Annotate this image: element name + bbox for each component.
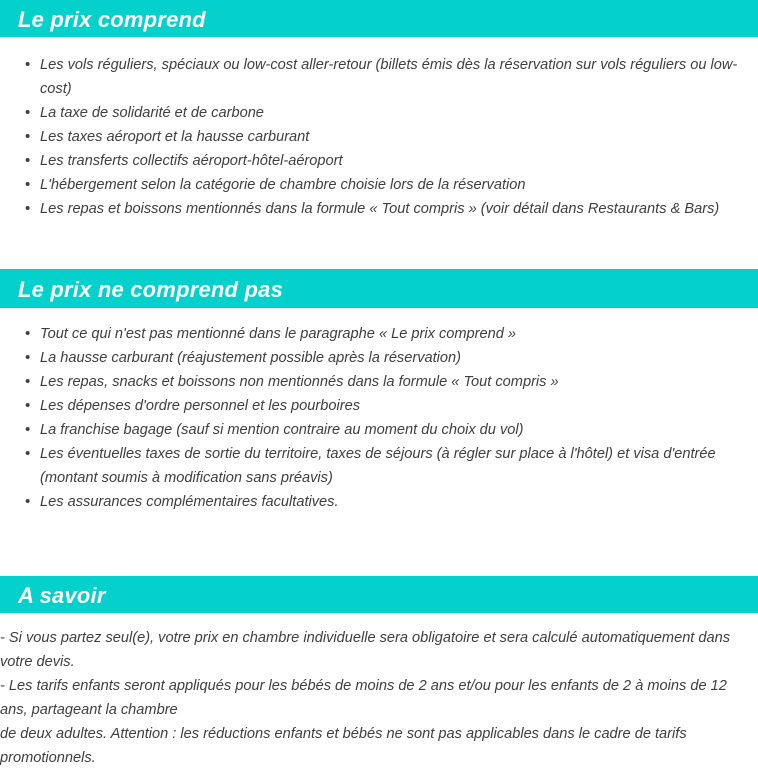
list-item: • La hausse carburant (réajustement possible après la réservation) — [0, 346, 758, 370]
spacer — [0, 221, 758, 269]
list-item: • Les vols réguliers, spéciaux ou low-cost aller-retour (billets émis dès la réservation sur vols réguliers ou low-cost) — [0, 53, 758, 101]
list-item: • La taxe de solidarité et de carbone — [0, 101, 758, 125]
list-item: • Tout ce qui n'est pas mentionné dans le paragraphe « Le prix comprend » — [0, 322, 758, 346]
good-to-know-body — [0, 626, 758, 770]
paragraph: - Si vous partez seul(e), votre prix en chambre individuelle sera obligatoire et sera calculé automatiquement dans votre devis. — [0, 630, 731, 670]
spacer — [0, 308, 758, 322]
list-item: • Les repas, snacks et boissons non mentionnés dans la formule « Tout compris » — [0, 370, 758, 394]
section-header-good-to-know: A savoir — [0, 576, 758, 613]
paragraph: - Les tarifs enfants seront appliqués pour les bébés de moins de 2 ans et/ou pour les enfants de 2 à moins de 12 ans, partageant la chambre — [0, 678, 727, 718]
list-item: • Les transferts collectifs aéroport-hôtel-aéroport — [0, 149, 758, 173]
list-item: • L'hébergement selon la catégorie de chambre choisie lors de la réservation — [0, 173, 758, 197]
list-item: • Les dépenses d'ordre personnel et les pourboires — [0, 394, 758, 418]
price-includes-list — [0, 53, 758, 221]
price-excludes-list — [0, 322, 758, 514]
spacer — [0, 514, 758, 576]
list-item: • Les éventuelles taxes de sortie du territoire, taxes de séjours (à régler sur place à l'hôtel) et visa d'entrée (montant soumis à modification sans préavis) — [0, 442, 758, 490]
spacer — [0, 613, 758, 626]
spacer — [0, 37, 758, 53]
list-item: • Les repas et boissons mentionnés dans la formule « Tout compris » (voir détail dans Restaurants & Bars) — [0, 197, 758, 221]
paragraph: de deux adultes. Attention : les réductions enfants et bébés ne sont pas applicables dans le cadre de tarifs promotionnels. — [0, 726, 687, 766]
list-item: • Les assurances complémentaires facultatives. — [0, 490, 758, 514]
section-header-price-includes: Le prix comprend — [0, 0, 758, 37]
list-item: • La franchise bagage (sauf si mention contraire au moment du choix du vol) — [0, 418, 758, 442]
section-header-price-excludes: Le prix ne comprend pas — [0, 269, 758, 308]
list-item: • Les taxes aéroport et la hausse carburant — [0, 125, 758, 149]
